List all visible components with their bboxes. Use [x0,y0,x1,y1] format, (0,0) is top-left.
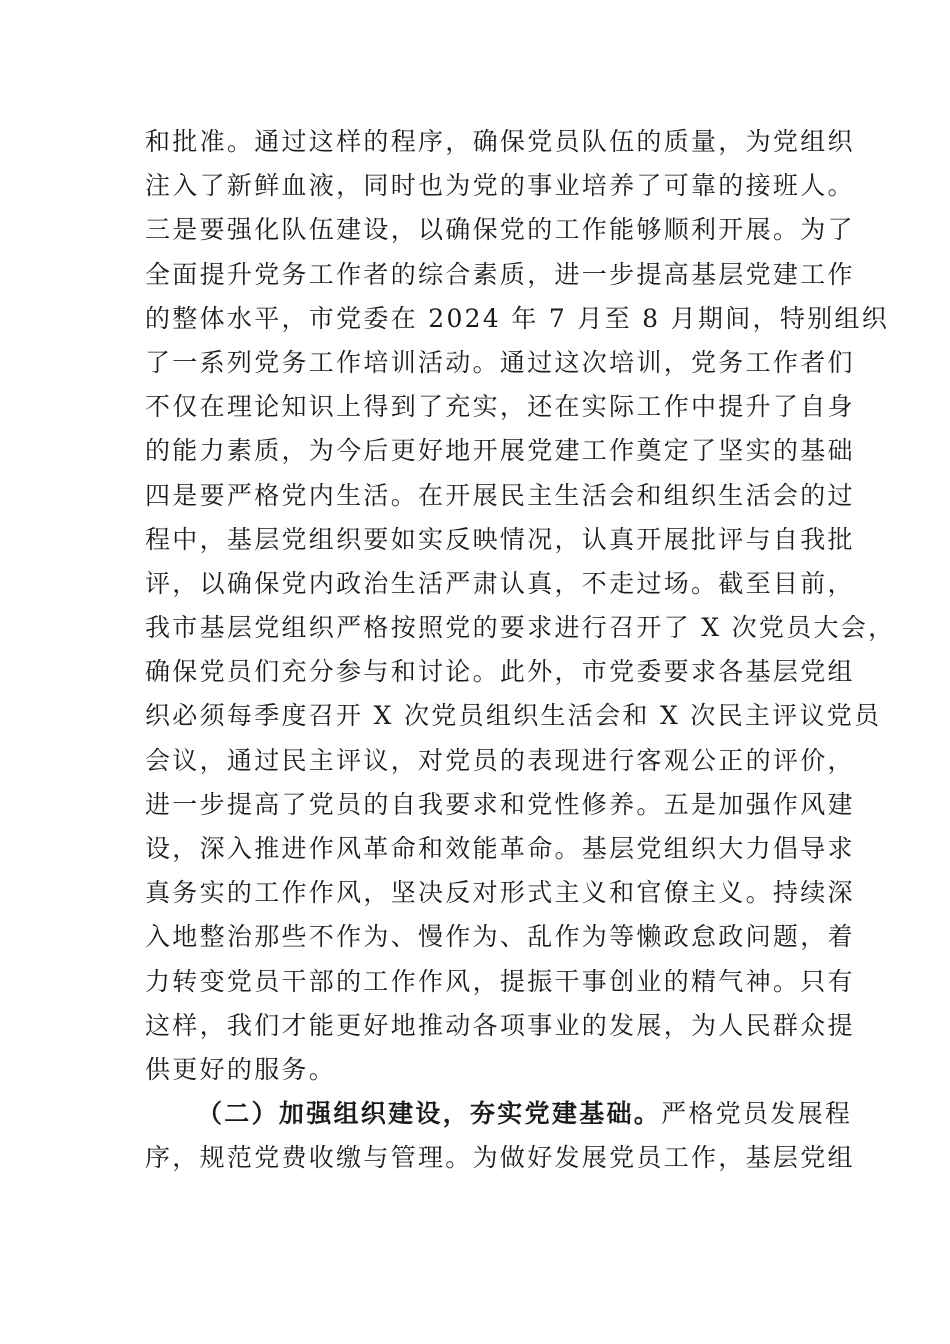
text-line: 三是要强化队伍建设，以确保党的工作能够顺利开展。为了 [145,215,855,245]
text-line: 的整体水平，市党委在 2024 年 7 月至 8 月期间，特别组织 [145,303,890,333]
text-line: 评，以确保党内政治生活严肃认真，不走过场。截至目前， [145,568,855,598]
text-line: 力转变党员干部的工作作风，提振干事创业的精气神。只有 [145,966,855,996]
text-line: 这样，我们才能更好地推动各项事业的发展，为人民群众提 [145,1010,855,1040]
text-line: 不仅在理论知识上得到了充实，还在实际工作中提升了自身 [145,392,855,422]
section-text: 严格党员发展程 [661,1099,853,1129]
text-line: 入地整治那些不作为、慢作为、乱作为等懒政怠政问题，着 [145,922,855,952]
text-line: 序，规范党费收缴与管理。为做好发展党员工作，基层党组 [145,1143,855,1173]
section-heading-line [145,1092,853,1136]
text-line: 的能力素质，为今后更好地开展党建工作奠定了坚实的基础 [145,436,855,466]
text-line: 确保党员们充分参与和讨论。此外，市党委要求各基层党组 [145,657,855,687]
text-line: 我市基层党组织严格按照党的要求进行召开了 X 次党员大会， [145,613,896,643]
text-line: 四是要严格党内生活。在开展民主生活会和组织生活会的过 [145,480,855,510]
text-line: 程中，基层党组织要如实反映情况，认真开展批评与自我批 [145,524,855,554]
text-line: 供更好的服务。 [145,1054,337,1084]
text-line: 进一步提高了党员的自我要求和党性修养。五是加强作风建 [145,789,855,819]
text-line: 全面提升党务工作者的综合素质，进一步提高基层党建工作 [145,259,855,289]
section-heading: （二）加强组织建设，夯实党建基础。 [197,1099,662,1129]
text-line: 真务实的工作作风，坚决反对形式主义和官僚主义。持续深 [145,878,855,908]
text-line: 织必须每季度召开 X 次党员组织生活会和 X 次民主评议党员 [145,701,882,731]
text-line: 设，深入推进作风革命和效能革命。基层党组织大力倡导求 [145,834,855,863]
text-line: 和批准。通过这样的程序，确保党员队伍的质量，为党组织 [145,127,855,156]
body-text [145,120,896,1181]
text-line: 会议，通过民主评议，对党员的表现进行客观公正的评价， [145,745,855,775]
text-line: 注入了新鲜血液，同时也为党的事业培养了可靠的接班人。 [145,171,855,201]
text-line: 了一系列党务工作培训活动。通过这次培训，党务工作者们 [145,347,855,377]
